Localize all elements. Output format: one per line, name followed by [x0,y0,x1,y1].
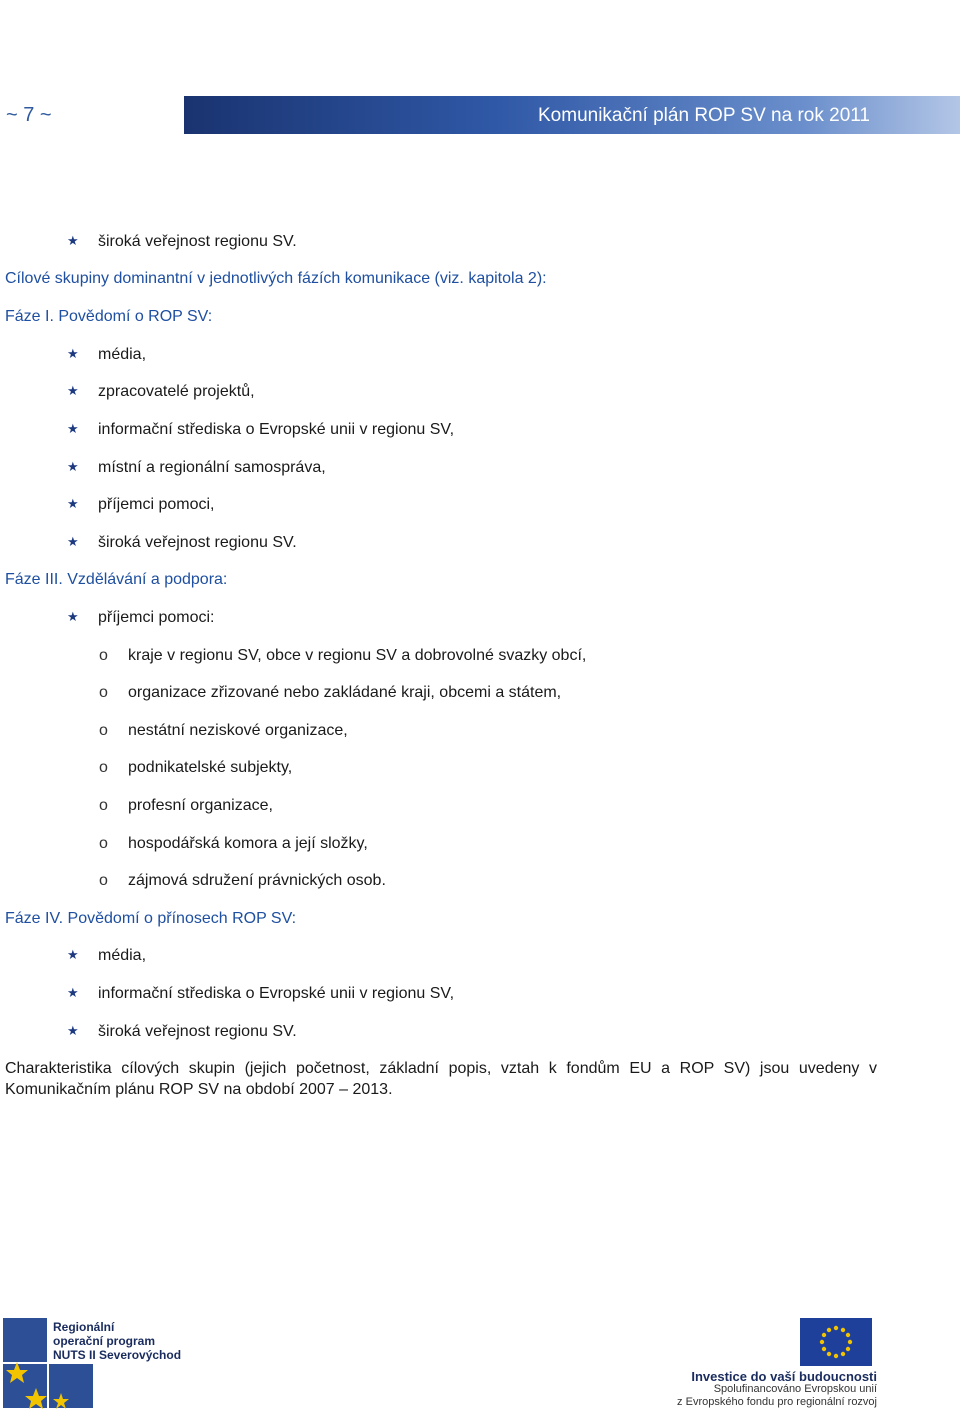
rop-logo [3,1318,183,1410]
circle-o-marker: o [99,684,108,701]
logo-text: Regionální operační program NUTS II Severovýchod [53,1320,182,1362]
star-icon: ★ [67,496,79,511]
star-icon: ★ [67,534,79,549]
star-icon: ★ [67,459,79,474]
circle-o-marker: o [99,722,108,739]
header-title: Komunikační plán ROP SV na rok 2011 [538,105,870,126]
star-icon: ★ [67,609,79,624]
page-number: ~ 7 ~ [6,104,52,126]
eu-logo-text: Investice do vaší budoucnosti Spolufinancováno Evropskou unií z Evropského fondu pro regionální rozvoj [677,1369,877,1408]
circle-o-marker: o [99,797,108,814]
circle-o-marker: o [99,872,108,889]
eu-flag-icon [800,1318,872,1366]
circle-o-marker: o [99,759,108,776]
circle-o-marker: o [99,835,108,852]
eu-stars-icon [800,1318,872,1366]
star-icon: ★ [67,947,79,962]
summary-paragraph: Charakteristika cílových skupin (jejich početnost, základní popis, vztah k fondům EU a ROP SV) jsou uvedeny v Komunikačním plánu ROP SV na období 2007 – 2013. [5,1060,877,1098]
star-icon: ★ [67,985,79,1000]
star-icon: ★ [67,383,79,398]
page-header [0,96,960,134]
eu-logo [672,1318,960,1413]
circle-o-marker: o [99,647,108,664]
star-icon: ★ [67,421,79,436]
header-bar [184,96,960,134]
star-icon: ★ [67,346,79,361]
star-icon: ★ [67,1023,79,1038]
star-icon: ★ [67,233,79,248]
